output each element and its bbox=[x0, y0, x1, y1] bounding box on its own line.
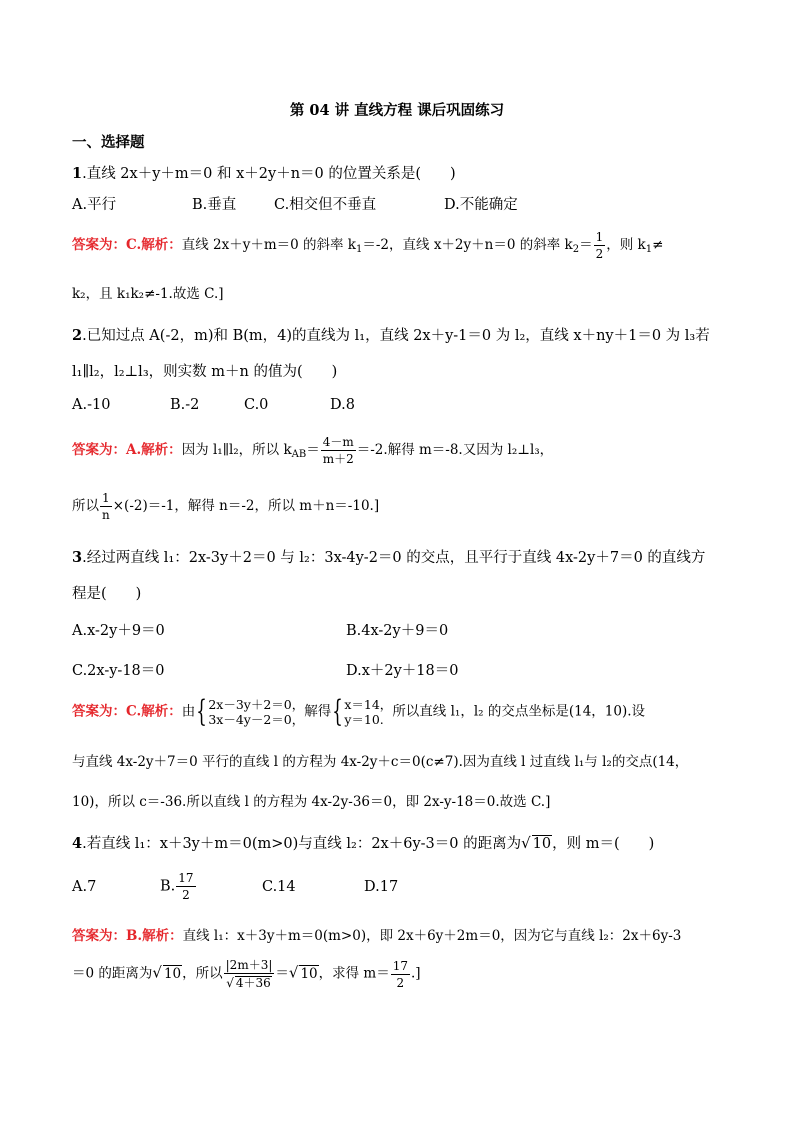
q3-solution-line3: 10)，所以 c＝-36.所以直线 l 的方程为 4x-2y-36＝0，即 2x-y-18＝0.故选 C.] bbox=[72, 794, 551, 810]
sqrt-symbol: √ bbox=[521, 834, 531, 852]
q4-fraction-num: |2m＋3| bbox=[225, 958, 273, 972]
q4-sol-text: ，所以 bbox=[182, 965, 223, 982]
q4-sol-text: .] bbox=[411, 965, 421, 982]
q2-stem2: l₁∥l₂，l₂⊥l₃，则实数 m＋n 的值为( ) bbox=[72, 364, 338, 380]
q4-stem-text: ，则 m＝( ) bbox=[552, 836, 655, 852]
q1-stem bbox=[72, 162, 456, 183]
q1-option-a: A.平行 bbox=[72, 197, 117, 213]
q3-system1 bbox=[208, 697, 304, 727]
q3-system2-eq1: x＝14， bbox=[344, 697, 393, 712]
q1-fraction-num: 1 bbox=[595, 230, 604, 244]
q1-fraction bbox=[594, 231, 606, 260]
q1-sol-text: 直线 2x＋y＋m＝0 的斜率 k bbox=[181, 237, 356, 253]
q3-system-brace: { bbox=[332, 694, 344, 729]
q2-stem1 bbox=[72, 324, 710, 345]
q3-solution-line2: 与直线 4x-2y＋7＝0 平行的直线 l 的方程为 4x-2y＋c＝0(c≠7).因为直线 l 过直线 l₁与 l₂的交点(14， bbox=[72, 754, 689, 770]
q1-stem-text: .直线 2x＋y＋m＝0 和 x＋2y＋n＝0 的位置关系是( ) bbox=[82, 166, 456, 182]
q4-option-b-fraction bbox=[176, 872, 195, 901]
q3-number: 3 bbox=[72, 549, 83, 566]
q3-stem1 bbox=[72, 546, 705, 567]
q2-fraction bbox=[321, 436, 356, 465]
q2-fraction2-den: n bbox=[102, 508, 110, 522]
q3-system2-eq2: y＝10. bbox=[344, 712, 384, 727]
q3-system2 bbox=[344, 697, 392, 727]
sqrt-symbol: √ bbox=[152, 963, 162, 982]
q1-option-b: B.垂直 bbox=[192, 197, 237, 213]
q1-sol-text: ，则 k bbox=[606, 237, 646, 253]
q4-option-b-label: B. bbox=[160, 878, 176, 895]
q4-stem bbox=[72, 832, 654, 853]
q2-solution-line2 bbox=[72, 492, 379, 521]
q1-sol-text: ＝-2，直线 x＋2y＋n＝0 的斜率 k bbox=[362, 237, 573, 253]
q2-stem-text: .已知过点 A(-2，m)和 B(m，4)的直线为 l₁，直线 2x＋y-1＝0 为 l₂，直线 x＋ny＋1＝0 为 l₃若 bbox=[82, 328, 710, 344]
q3-system-brace: { bbox=[196, 694, 208, 729]
q1-sol-text: ＝ bbox=[579, 237, 593, 253]
q2-sol-subscript: AB bbox=[291, 449, 307, 460]
q3-stem2: 程是( ) bbox=[72, 586, 142, 602]
q4-number: 4 bbox=[72, 835, 83, 852]
q3-option-c: C.2x-y-18＝0 bbox=[72, 663, 165, 679]
q4-solution-line2 bbox=[72, 959, 421, 989]
q2-sol-text: 因为 l₁∥l₂，所以 k bbox=[181, 442, 292, 458]
q2-sol-text: 所以 bbox=[72, 498, 99, 514]
q3-option-b: B.4x-2y＋9＝0 bbox=[346, 623, 449, 639]
q1-sol-subscript: 2 bbox=[572, 244, 580, 255]
q3-answer-label: 答案为：C.解析： bbox=[72, 703, 182, 720]
q1-answer-label: 答案为：C.解析： bbox=[72, 237, 182, 253]
q4-fraction-den: √ 4＋36 bbox=[226, 976, 271, 990]
q2-sol-text: ＝-2.解得 m＝-8.又因为 l₂⊥l₃， bbox=[356, 442, 554, 458]
q3-system1-eq1: 2x－3y＋2＝0， bbox=[208, 697, 305, 712]
q4-fraction-den-sqrt: 4＋36 bbox=[235, 976, 271, 990]
q4-answer-label: 答案为：B.解析： bbox=[72, 928, 183, 944]
q2-fraction2-num: 1 bbox=[100, 492, 112, 507]
q1-option-d: D.不能确定 bbox=[444, 197, 518, 213]
q3-system1-eq2: 3x－4y－2＝0， bbox=[208, 712, 305, 727]
q1-fraction-den: 2 bbox=[595, 247, 604, 261]
q1-solution-line2: k₂，且 k₁k₂≠-1.故选 C.] bbox=[72, 286, 224, 302]
q4-sol-text: ＝0 的距离为 bbox=[72, 965, 153, 982]
q4-option-a: A.7 bbox=[72, 879, 97, 895]
q3-sol-text: 所以直线 l₁，l₂ 的交点坐标是(14，10).设 bbox=[392, 703, 646, 720]
q4-option-b-den: 2 bbox=[182, 888, 190, 902]
q4-stem-text: .若直线 l₁：x＋3y＋m＝0(m>0)与直线 l₂：2x＋6y-3＝0 的距离为 bbox=[82, 836, 522, 852]
q2-sol-text: ×(-2)＝-1，解得 n＝-2，所以 m＋n＝-10.] bbox=[112, 498, 380, 514]
q2-number: 2 bbox=[72, 327, 83, 344]
q2-option-d: D.8 bbox=[330, 397, 355, 413]
q1-number: 1 bbox=[72, 165, 83, 182]
q2-option-a: A.-10 bbox=[72, 397, 111, 413]
q2-solution-line1 bbox=[72, 436, 553, 465]
q4-option-b bbox=[160, 872, 197, 901]
q2-fraction-den: m＋2 bbox=[322, 452, 354, 466]
q4-sol-sqrt: 10 bbox=[300, 965, 318, 982]
q4-option-d: D.17 bbox=[364, 879, 399, 895]
q4-sol-text: ＝ bbox=[275, 965, 289, 982]
q4-fraction bbox=[224, 959, 275, 989]
q3-sol-text: 解得 bbox=[304, 703, 332, 720]
q2-fraction2 bbox=[100, 492, 112, 521]
q3-stem-text: .经过两直线 l₁：2x-3y＋2＝0 与 l₂：3x-4y-2＝0 的交点，且平行于直线 4x-2y＋7＝0 的直线方 bbox=[82, 550, 706, 566]
page-title: 第 04 讲 直线方程 课后巩固练习 bbox=[289, 102, 505, 119]
q3-solution-line1 bbox=[72, 694, 646, 729]
q3-sol-text: 由 bbox=[181, 703, 196, 720]
q1-solution-line1 bbox=[72, 231, 663, 260]
q4-sol-sqrt: 10 bbox=[163, 965, 182, 982]
q1-option-c: C.相交但不垂直 bbox=[274, 197, 377, 213]
q4-sol-text: ，求得 m＝ bbox=[318, 965, 390, 982]
q4-option-b-num: 17 bbox=[178, 871, 194, 885]
q4-option-c: C.14 bbox=[262, 879, 296, 895]
q4-solution-line1 bbox=[72, 924, 681, 944]
q2-answer-label: 答案为：A.解析： bbox=[72, 442, 182, 458]
q2-sol-text: ＝ bbox=[306, 442, 320, 458]
q4-fraction2 bbox=[391, 960, 410, 989]
q4-sol-text: 直线 l₁：x＋3y＋m＝0(m>0)，即 2x＋6y＋2m＝0，因为它与直线 l₂：2x＋6y-3 bbox=[182, 928, 682, 944]
q1-sol-text: ≠ bbox=[652, 237, 664, 253]
section-heading: 一、选择题 bbox=[72, 134, 145, 151]
q1-sol-subscript: 1 bbox=[356, 244, 363, 255]
q2-fraction-num: 4－m bbox=[322, 435, 354, 449]
q3-option-a: A.x-2y＋9＝0 bbox=[72, 623, 165, 639]
q1-sol-subscript: 1 bbox=[645, 244, 653, 255]
q2-option-c: C.0 bbox=[244, 397, 269, 413]
q4-fraction2-den: 2 bbox=[396, 975, 405, 990]
sqrt-symbol: √ bbox=[288, 963, 299, 982]
q4-stem-sqrt: 10 bbox=[532, 836, 552, 852]
q4-fraction2-num: 17 bbox=[392, 958, 409, 973]
q3-option-d: D.x＋2y＋18＝0 bbox=[346, 663, 459, 679]
q2-option-b: B.-2 bbox=[170, 397, 200, 413]
